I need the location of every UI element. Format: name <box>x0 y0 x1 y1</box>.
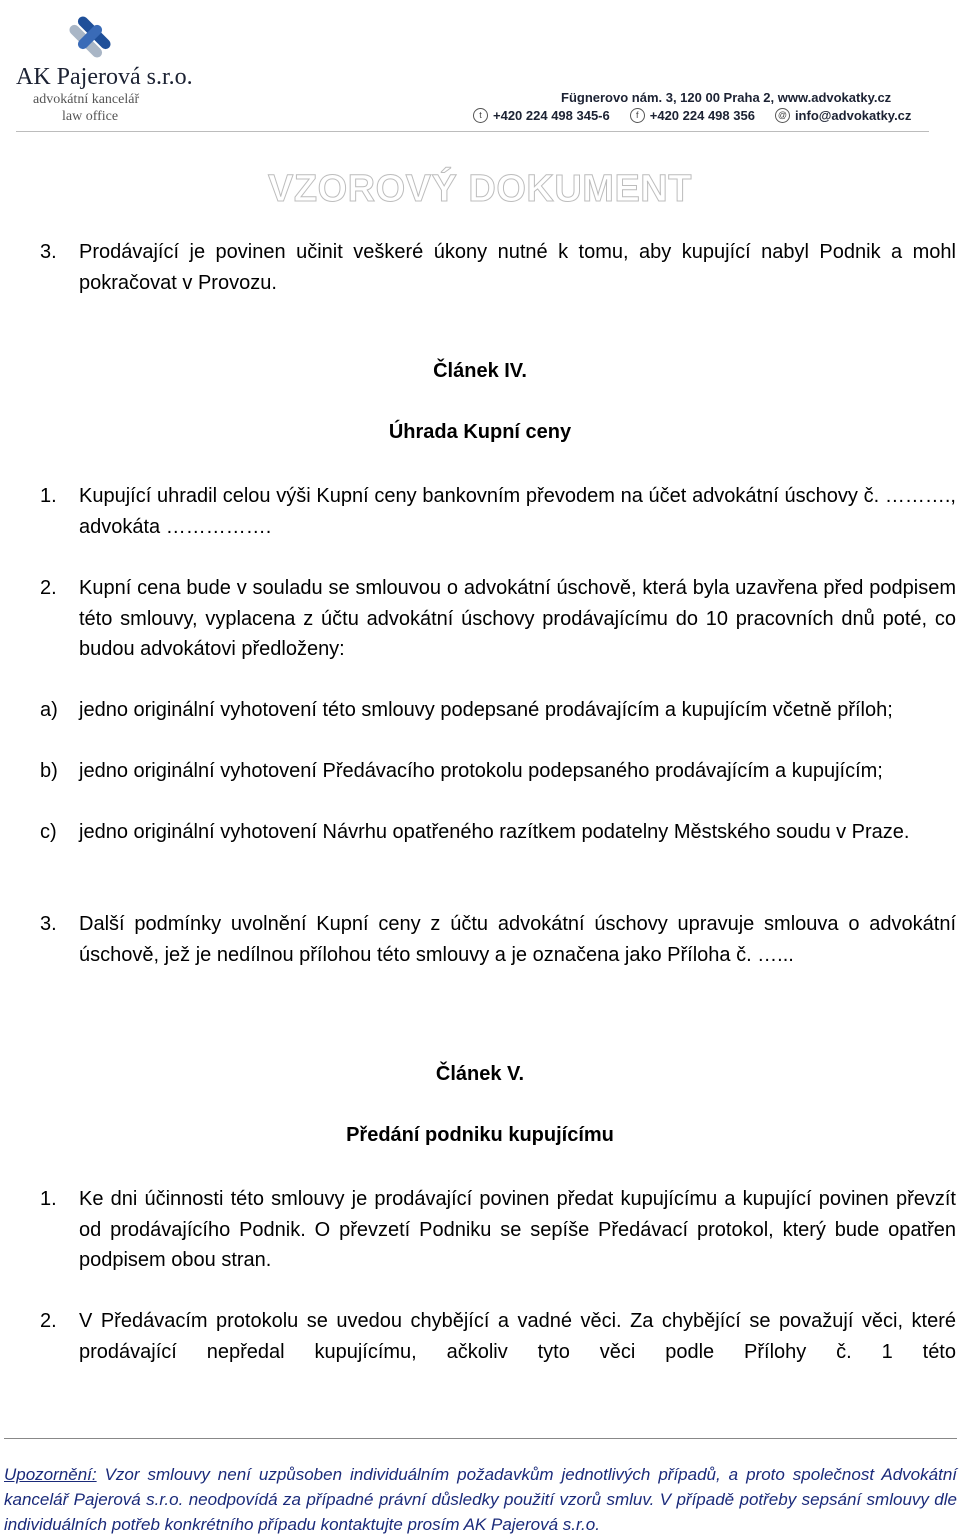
warning-label: Upozornění: <box>4 1465 97 1484</box>
phone-number: +420 224 498 345-6 <box>493 108 610 123</box>
article-5-title: Článek V. <box>435 1063 525 1085</box>
letterhead <box>0 0 960 140</box>
list-item-text: jedno originální vyhotovení Předávacího protokolu podepsaného prodávajícím a kupujícím; <box>79 760 883 782</box>
paragraph-number: 2. <box>40 1310 57 1332</box>
email-icon: @ <box>775 108 790 123</box>
paragraph-5-1 <box>40 1184 956 1276</box>
paragraph-text: Další podmínky uvolnění Kupní ceny z účtu advokátní úschovy upravuje smlouva o advokátní úschově, jež je nedílnou přílohou této smlouvy a je označena jako Příloha č. …... <box>79 913 956 966</box>
paragraph-4-1 <box>40 481 956 542</box>
paragraph-text: Kupní cena bude v souladu se smlouvou o advokátní úschově, která byla uzavřena před podpisem této smlouvy, vyplacena z účtu advokátní úschovy prodávajícímu do 10 pracovních dnů poté, co budou advokátovi předloženy: <box>79 577 956 660</box>
list-marker: c) <box>40 821 57 843</box>
paragraph-number: 1. <box>40 1188 57 1210</box>
article-4-subtitle: Úhrada Kupní ceny <box>388 421 572 443</box>
paragraph-3-1 <box>40 237 956 298</box>
fax-number: +420 224 498 356 <box>649 108 755 123</box>
fax-icon: f <box>630 108 645 123</box>
phone-icon: t <box>473 108 488 123</box>
paragraph-number: 3. <box>40 913 57 935</box>
paragraph-number: 3. <box>40 241 57 263</box>
list-item-text: jedno originální vyhotovení Návrhu opatřeného razítkem podatelny Městského soudu v Praze. <box>79 821 910 843</box>
list-marker: b) <box>40 760 58 782</box>
disclaimer-text: Vzor smlouvy není uzpůsoben individuálním požadavkům jednotlivých případů, a proto společnost Advokátní kancelář Pajerová s.r.o. neodpovídá za případné právní důsledky použití vzorů smluv. V případě potřeby sepsání smlouvy dle individuálních potřeb konkrétního případu kontaktujte prosím AK Pajerová s.r.o. <box>4 1465 957 1534</box>
bandage-logo-icon <box>55 6 125 68</box>
firm-subtitle-en: law office <box>62 109 119 124</box>
list-item-text: jedno originální vyhotovení této smlouvy podepsané prodávajícím a kupujícím včetně příloh; <box>79 699 893 721</box>
paragraph-text: Ke dni účinnosti této smlouvy je prodávající povinen předat kupujícímu a kupující povinen převzít od prodávajícího Podnik. O převzetí Podniku se sepíše Předávací protokol, který bude opatřen podpisem obou stran. <box>79 1188 956 1271</box>
article-4-title: Článek IV. <box>433 360 527 382</box>
list-item-c <box>40 817 956 848</box>
paragraph-5-2 <box>40 1306 956 1367</box>
paragraph-text: V Předávacím protokolu se uvedou chybějící a vadné věci. Za chybějící se považují věci, které prodávající nepředal kupujícímu, ačkoliv tyto věci podle Přílohy č. 1 této <box>79 1310 956 1363</box>
firm-subtitle: advokátní kancelář <box>33 92 140 107</box>
firm-name: AK Pajerová s.r.o. <box>16 64 193 90</box>
paragraph-4-2 <box>40 573 956 665</box>
watermark-title: VZOROVÝ DOKUMENT <box>268 168 692 210</box>
email-address: info@advokatky.cz <box>794 108 912 123</box>
contact-line <box>473 108 911 123</box>
paragraph-4-3 <box>40 909 956 970</box>
list-item-a <box>40 695 956 726</box>
list-item-b <box>40 756 956 787</box>
firm-address: Fügnerovo nám. 3, 120 00 Praha 2, www.advokatky.cz <box>561 90 892 105</box>
article-5-subtitle: Předání podniku kupujícímu <box>346 1124 614 1146</box>
list-marker: a) <box>40 699 58 721</box>
paragraph-number: 2. <box>40 577 57 599</box>
paragraph-number: 1. <box>40 485 57 507</box>
footer-divider <box>4 1438 957 1439</box>
paragraph-text: Prodávající je povinen učinit veškeré úkony nutné k tomu, aby kupující nabyl Podnik a mohl pokračovat v Provozu. <box>79 241 956 294</box>
header-divider <box>16 131 929 132</box>
paragraph-text: Kupující uhradil celou výši Kupní ceny bankovním převodem na účet advokátní úschovy č. ………., advokáta ……………. <box>79 485 956 538</box>
disclaimer-footer <box>4 1462 957 1537</box>
